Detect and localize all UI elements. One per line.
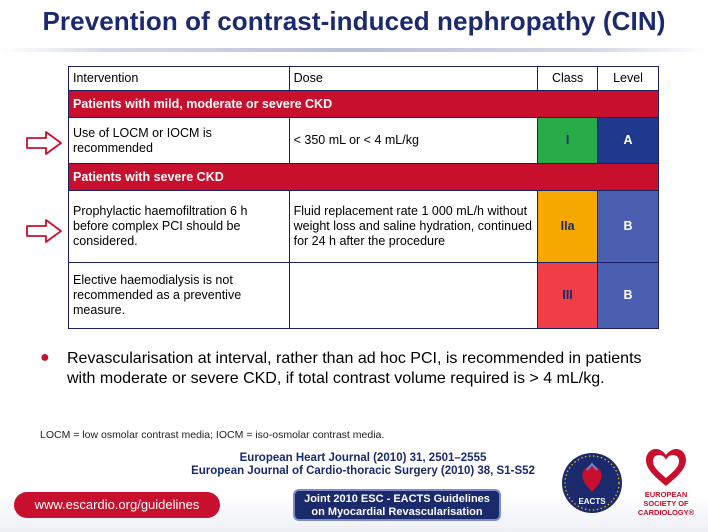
intervention-cell: Elective haemodialysis is not recommended as a preventive measure. — [69, 263, 290, 329]
esc-name-line: CARDIOLOGY® — [637, 508, 695, 517]
abbreviation-footnote: LOCM = low osmolar contrast media; IOCM = iso-osmolar contrast media. — [40, 429, 385, 441]
guidelines-title-badge — [293, 489, 501, 521]
section-row — [69, 164, 659, 191]
table-header-row — [69, 67, 659, 91]
level-badge: A — [598, 118, 659, 164]
references — [150, 452, 576, 478]
level-badge: B — [598, 191, 659, 263]
table-row — [69, 191, 659, 263]
table-row — [69, 263, 659, 329]
joint-line: on Myocardial Revascularisation — [311, 506, 483, 518]
esc-name-line: SOCIETY OF — [643, 499, 689, 508]
reference-line: European Journal of Cardio-thoracic Surgery (2010) 38, S1-S52 — [191, 465, 535, 477]
class-badge: III — [538, 263, 598, 329]
eacts-logo — [561, 452, 623, 514]
guidelines-link[interactable]: www.escardio.org/guidelines — [14, 492, 220, 518]
section-label: Patients with mild, moderate or severe CKD — [69, 91, 659, 118]
header-dose: Dose — [289, 67, 538, 91]
level-badge: B — [598, 263, 659, 329]
dose-cell: Fluid replacement rate 1 000 mL/h without weight loss and saline hydration, continued for 24 h after the procedure — [289, 191, 538, 263]
joint-line: Joint 2010 ESC - EACTS Guidelines — [304, 493, 490, 505]
section-row — [69, 91, 659, 118]
bullet-text: Revascularisation at interval, rather than ad hoc PCI, is recommended in patients with moderate or severe CKD, if total contrast volume required is > 4 mL/kg. — [67, 350, 642, 387]
class-badge: I — [538, 118, 598, 164]
reference-line: European Heart Journal (2010) 31, 2501–2555 — [239, 452, 487, 464]
bullet-point — [40, 349, 660, 389]
arrow-right-icon — [26, 219, 62, 243]
esc-name — [632, 490, 700, 517]
dose-cell — [289, 263, 538, 329]
title-divider — [0, 48, 708, 52]
dose-cell: < 350 mL or < 4 mL/kg — [289, 118, 538, 164]
table-row — [69, 118, 659, 164]
intervention-cell: Use of LOCM or IOCM is recommended — [69, 118, 290, 164]
header-class: Class — [538, 67, 598, 91]
intervention-cell: Prophylactic haemofiltration 6 h before complex PCI should be considered. — [69, 191, 290, 263]
header-intervention: Intervention — [69, 67, 290, 91]
arrow-right-icon — [26, 131, 62, 155]
class-badge: IIa — [538, 191, 598, 263]
heart-icon — [644, 448, 688, 488]
esc-name-line: EUROPEAN — [644, 490, 688, 499]
page-title: Prevention of contrast-induced nephropathy (CIN) — [42, 6, 666, 36]
header-level: Level — [598, 67, 659, 91]
recommendation-table — [68, 66, 659, 329]
bullet-icon: ● — [40, 349, 50, 366]
esc-logo — [632, 448, 700, 528]
eacts-label: EACTS — [578, 497, 606, 506]
section-label: Patients with severe CKD — [69, 164, 659, 191]
